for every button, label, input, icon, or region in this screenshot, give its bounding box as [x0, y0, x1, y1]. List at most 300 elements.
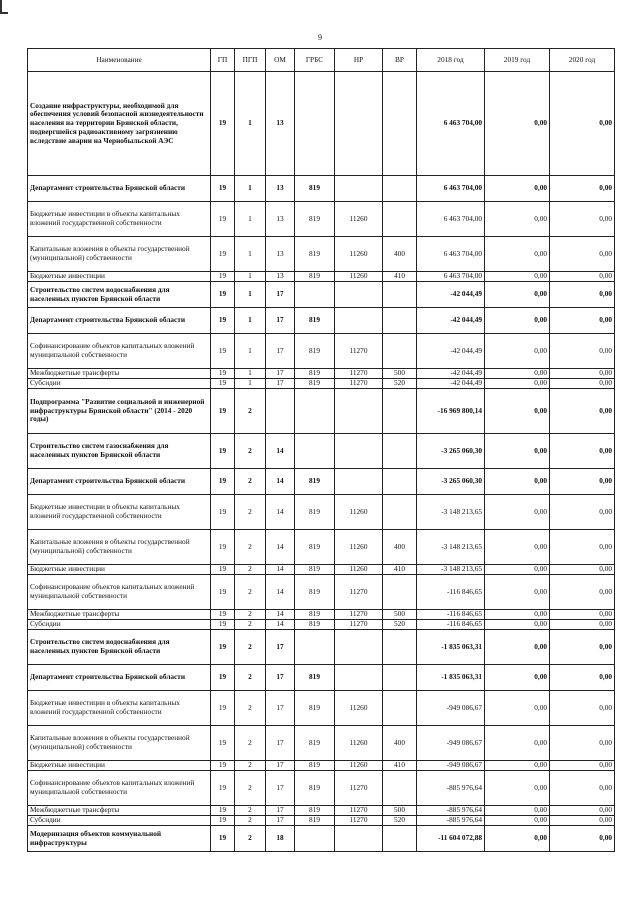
cell-name: Софинансирование объектов капитальных вложений муниципальной собственности: [28, 334, 211, 369]
cell-nr: 11260: [335, 530, 383, 565]
cell-om: 14: [266, 495, 295, 530]
cell-amount-2020: 0,00: [550, 771, 615, 806]
cell-gp: 19: [211, 806, 235, 816]
cell-vr: 400: [383, 237, 417, 272]
cell-gp: 19: [211, 691, 235, 726]
cell-amount-2019: 0,00: [485, 826, 550, 852]
cell-amount-2018: -3 265 060,30: [417, 434, 485, 469]
cell-om: 14: [266, 620, 295, 630]
cell-name: Софинансирование объектов капитальных вложений муниципальной собственности: [28, 771, 211, 806]
cell-pgp: 2: [235, 806, 266, 816]
cell-amount-2020: 0,00: [550, 495, 615, 530]
cell-pgp: 1: [235, 176, 266, 202]
cell-grbs: 819: [295, 495, 335, 530]
table-row: [28, 469, 615, 495]
cell-om: 14: [266, 530, 295, 565]
cell-nr: [335, 389, 383, 434]
cell-amount-2020: 0,00: [550, 620, 615, 630]
budget-table: [27, 48, 615, 852]
cell-pgp: 2: [235, 761, 266, 771]
cell-vr: 500: [383, 369, 417, 379]
table-row: [28, 72, 615, 176]
cell-nr: 11270: [335, 334, 383, 369]
header-grbs: ГРБС: [295, 49, 335, 72]
cell-pgp: 1: [235, 72, 266, 176]
cell-grbs: 819: [295, 272, 335, 282]
cell-vr: 520: [383, 620, 417, 630]
cell-amount-2018: -42 044,49: [417, 334, 485, 369]
cell-vr: [383, 469, 417, 495]
cell-vr: [383, 575, 417, 610]
cell-gp: 19: [211, 469, 235, 495]
cell-amount-2018: -885 976,64: [417, 771, 485, 806]
table-row: [28, 771, 615, 806]
table-row: [28, 282, 615, 308]
cell-amount-2018: 6 463 704,00: [417, 272, 485, 282]
cell-name: Межбюджетные трансферты: [28, 610, 211, 620]
cell-amount-2020: 0,00: [550, 369, 615, 379]
table-row: [28, 434, 615, 469]
cell-vr: [383, 691, 417, 726]
cell-amount-2020: 0,00: [550, 665, 615, 691]
table-row: [28, 334, 615, 369]
table-row: [28, 620, 615, 630]
cell-om: 17: [266, 726, 295, 761]
table-row: [28, 237, 615, 272]
cell-nr: 11260: [335, 495, 383, 530]
cell-amount-2019: 0,00: [485, 761, 550, 771]
cell-grbs: [295, 72, 335, 176]
cell-pgp: 2: [235, 826, 266, 852]
cell-gp: 19: [211, 72, 235, 176]
cell-om: 17: [266, 630, 295, 665]
cell-pgp: 1: [235, 282, 266, 308]
cell-vr: [383, 495, 417, 530]
cell-amount-2020: 0,00: [550, 389, 615, 434]
cell-pgp: 1: [235, 369, 266, 379]
cell-gp: 19: [211, 565, 235, 575]
cell-grbs: 819: [295, 806, 335, 816]
cell-vr: [383, 308, 417, 334]
cell-gp: 19: [211, 202, 235, 237]
cell-amount-2018: 6 463 704,00: [417, 202, 485, 237]
cell-pgp: 2: [235, 816, 266, 826]
table-row: [28, 308, 615, 334]
header-gp: ГП: [211, 49, 235, 72]
cell-amount-2018: -42 044,49: [417, 379, 485, 389]
cell-grbs: 819: [295, 691, 335, 726]
cell-amount-2020: 0,00: [550, 469, 615, 495]
cell-nr: 11260: [335, 272, 383, 282]
cell-amount-2020: 0,00: [550, 282, 615, 308]
cell-vr: 520: [383, 816, 417, 826]
cell-pgp: 2: [235, 495, 266, 530]
cell-amount-2020: 0,00: [550, 72, 615, 176]
cell-om: 13: [266, 202, 295, 237]
cell-gp: 19: [211, 334, 235, 369]
cell-amount-2020: 0,00: [550, 726, 615, 761]
cell-amount-2019: 0,00: [485, 334, 550, 369]
cell-gp: 19: [211, 176, 235, 202]
cell-amount-2018: -3 148 213,65: [417, 565, 485, 575]
cell-vr: [383, 826, 417, 852]
cell-amount-2018: -3 148 213,65: [417, 495, 485, 530]
cell-name: Капитальные вложения в объекты государственной (муниципальной) собственности: [28, 530, 211, 565]
cell-grbs: 819: [295, 610, 335, 620]
cell-amount-2019: 0,00: [485, 389, 550, 434]
cell-name: Департамент строительства Брянской области: [28, 665, 211, 691]
cell-amount-2019: 0,00: [485, 176, 550, 202]
cell-gp: 19: [211, 379, 235, 389]
cell-nr: 11270: [335, 610, 383, 620]
cell-name: Субсидии: [28, 379, 211, 389]
cell-grbs: 819: [295, 816, 335, 826]
cell-nr: [335, 630, 383, 665]
cell-grbs: 819: [295, 565, 335, 575]
cell-amount-2018: -16 969 800,14: [417, 389, 485, 434]
cell-gp: 19: [211, 237, 235, 272]
cell-om: 13: [266, 237, 295, 272]
table-row: [28, 665, 615, 691]
cell-name: Бюджетные инвестиции: [28, 761, 211, 771]
cell-grbs: 819: [295, 575, 335, 610]
cell-om: 14: [266, 575, 295, 610]
cell-om: 17: [266, 308, 295, 334]
cell-gp: 19: [211, 282, 235, 308]
cell-amount-2019: 0,00: [485, 272, 550, 282]
cell-vr: 410: [383, 565, 417, 575]
cell-pgp: 2: [235, 665, 266, 691]
cell-pgp: 1: [235, 272, 266, 282]
cell-amount-2019: 0,00: [485, 806, 550, 816]
table-row: [28, 691, 615, 726]
cell-nr: 11260: [335, 202, 383, 237]
cell-amount-2020: 0,00: [550, 434, 615, 469]
cell-grbs: [295, 630, 335, 665]
table-row: [28, 761, 615, 771]
cell-nr: 11270: [335, 816, 383, 826]
cell-nr: 11270: [335, 575, 383, 610]
cell-grbs: [295, 826, 335, 852]
cell-pgp: 2: [235, 575, 266, 610]
cell-gp: 19: [211, 610, 235, 620]
cell-amount-2019: 0,00: [485, 495, 550, 530]
cell-nr: 11260: [335, 565, 383, 575]
cell-om: 14: [266, 610, 295, 620]
cell-name: Бюджетные инвестиции: [28, 272, 211, 282]
cell-amount-2019: 0,00: [485, 530, 550, 565]
cell-amount-2019: 0,00: [485, 202, 550, 237]
cell-amount-2019: 0,00: [485, 379, 550, 389]
cell-amount-2020: 0,00: [550, 565, 615, 575]
cell-name: Межбюджетные трансферты: [28, 369, 211, 379]
cell-om: 17: [266, 806, 295, 816]
cell-pgp: 1: [235, 237, 266, 272]
cell-amount-2020: 0,00: [550, 610, 615, 620]
cell-grbs: 819: [295, 379, 335, 389]
cell-nr: 11270: [335, 620, 383, 630]
cell-amount-2020: 0,00: [550, 334, 615, 369]
cell-name: Департамент строительства Брянской области: [28, 469, 211, 495]
table-body: [28, 72, 615, 852]
cell-vr: 500: [383, 610, 417, 620]
cell-gp: 19: [211, 308, 235, 334]
cell-pgp: 1: [235, 308, 266, 334]
cell-vr: 520: [383, 379, 417, 389]
cell-amount-2018: -885 976,64: [417, 816, 485, 826]
cell-nr: 11270: [335, 369, 383, 379]
cell-om: 17: [266, 761, 295, 771]
cell-pgp: 2: [235, 610, 266, 620]
cell-name: Строительство систем газоснабжения для населенных пунктов Брянской области: [28, 434, 211, 469]
cell-amount-2018: -116 846,65: [417, 575, 485, 610]
cell-vr: 410: [383, 761, 417, 771]
cell-nr: 11260: [335, 761, 383, 771]
cell-amount-2019: 0,00: [485, 369, 550, 379]
cell-grbs: 819: [295, 176, 335, 202]
cell-om: 17: [266, 691, 295, 726]
header-pgp: ПГП: [235, 49, 266, 72]
cell-gp: 19: [211, 630, 235, 665]
cell-amount-2019: 0,00: [485, 565, 550, 575]
cell-om: 13: [266, 72, 295, 176]
cell-amount-2020: 0,00: [550, 630, 615, 665]
cell-gp: 19: [211, 530, 235, 565]
cell-grbs: 819: [295, 620, 335, 630]
cell-vr: 500: [383, 806, 417, 816]
cell-nr: 11260: [335, 726, 383, 761]
cell-vr: 400: [383, 726, 417, 761]
cell-gp: 19: [211, 826, 235, 852]
cell-grbs: [295, 282, 335, 308]
cell-pgp: 1: [235, 334, 266, 369]
cell-gp: 19: [211, 369, 235, 379]
cell-amount-2018: -3 148 213,65: [417, 530, 485, 565]
cell-name: Департамент строительства Брянской области: [28, 308, 211, 334]
cell-om: 17: [266, 282, 295, 308]
cell-name: Департамент строительства Брянской области: [28, 176, 211, 202]
cell-om: 17: [266, 369, 295, 379]
cell-om: 17: [266, 816, 295, 826]
cell-nr: [335, 72, 383, 176]
cell-om: [266, 389, 295, 434]
cell-grbs: 819: [295, 530, 335, 565]
cell-pgp: 2: [235, 530, 266, 565]
cell-amount-2019: 0,00: [485, 237, 550, 272]
cell-amount-2020: 0,00: [550, 237, 615, 272]
table-row: [28, 610, 615, 620]
cell-vr: [383, 434, 417, 469]
header-om: ОМ: [266, 49, 295, 72]
cell-nr: [335, 469, 383, 495]
cell-grbs: [295, 434, 335, 469]
cell-name: Модернизация объектов коммунальной инфраструктуры: [28, 826, 211, 852]
cell-pgp: 2: [235, 434, 266, 469]
table-row: [28, 826, 615, 852]
cell-pgp: 1: [235, 202, 266, 237]
header-vr: ВР: [383, 49, 417, 72]
cell-amount-2019: 0,00: [485, 434, 550, 469]
table-row: [28, 379, 615, 389]
cell-amount-2019: 0,00: [485, 308, 550, 334]
cell-amount-2020: 0,00: [550, 816, 615, 826]
cell-nr: 11270: [335, 806, 383, 816]
cell-name: Создание инфраструктуры, необходимой для обеспечения условий безопасной жизнедеятельности населения на территории Брянской области, подвергшейся радиоактивному загрязнению вследствие аварии на Чернобыльской АЭС: [28, 72, 211, 176]
header-name: Наименование: [28, 49, 211, 72]
cell-grbs: 819: [295, 237, 335, 272]
cell-name: Строительство систем водоснабжения для населенных пунктов Брянской области: [28, 282, 211, 308]
cell-amount-2018: -885 976,64: [417, 806, 485, 816]
cell-vr: [383, 389, 417, 434]
cell-name: Софинансирование объектов капитальных вложений муниципальной собственности: [28, 575, 211, 610]
cell-amount-2020: 0,00: [550, 761, 615, 771]
cell-nr: 11270: [335, 771, 383, 806]
cell-gp: 19: [211, 272, 235, 282]
cell-amount-2019: 0,00: [485, 575, 550, 610]
cell-name: Бюджетные инвестиции в объекты капитальных вложений государственной собственности: [28, 495, 211, 530]
cell-amount-2018: -1 835 063,31: [417, 630, 485, 665]
cell-pgp: 2: [235, 630, 266, 665]
cell-om: 17: [266, 334, 295, 369]
cell-vr: [383, 72, 417, 176]
cell-amount-2018: 6 463 704,00: [417, 176, 485, 202]
cell-nr: [335, 176, 383, 202]
cell-pgp: 2: [235, 691, 266, 726]
cell-amount-2019: 0,00: [485, 72, 550, 176]
cell-amount-2019: 0,00: [485, 469, 550, 495]
cell-om: 13: [266, 176, 295, 202]
cell-name: Субсидии: [28, 816, 211, 826]
cell-amount-2019: 0,00: [485, 726, 550, 761]
cell-vr: [383, 771, 417, 806]
cell-grbs: 819: [295, 308, 335, 334]
cell-amount-2018: 6 463 704,00: [417, 72, 485, 176]
cell-amount-2020: 0,00: [550, 176, 615, 202]
cell-amount-2018: -116 846,65: [417, 610, 485, 620]
cell-grbs: 819: [295, 469, 335, 495]
header-year-2020: 2020 год: [550, 49, 615, 72]
cell-vr: [383, 282, 417, 308]
cell-om: 14: [266, 434, 295, 469]
table-header-row: [28, 49, 615, 72]
cell-om: 17: [266, 379, 295, 389]
cell-amount-2018: -42 044,49: [417, 282, 485, 308]
cell-grbs: [295, 389, 335, 434]
cell-name: Строительство систем водоснабжения для населенных пунктов Брянской области: [28, 630, 211, 665]
cell-gp: 19: [211, 771, 235, 806]
table-row: [28, 176, 615, 202]
cell-nr: [335, 308, 383, 334]
cell-amount-2018: -949 086,67: [417, 761, 485, 771]
cell-amount-2020: 0,00: [550, 826, 615, 852]
table-row: [28, 630, 615, 665]
cell-amount-2020: 0,00: [550, 691, 615, 726]
cell-amount-2019: 0,00: [485, 816, 550, 826]
cell-vr: [383, 176, 417, 202]
table-row: [28, 272, 615, 282]
cell-name: Капитальные вложения в объекты государственной (муниципальной) собственности: [28, 726, 211, 761]
cell-vr: [383, 665, 417, 691]
cell-amount-2018: -1 835 063,31: [417, 665, 485, 691]
cell-vr: [383, 202, 417, 237]
table-row: [28, 389, 615, 434]
cell-om: 18: [266, 826, 295, 852]
cell-gp: 19: [211, 620, 235, 630]
cell-amount-2020: 0,00: [550, 379, 615, 389]
cell-amount-2018: -42 044,49: [417, 369, 485, 379]
cell-pgp: 2: [235, 620, 266, 630]
cell-amount-2018: -949 086,67: [417, 726, 485, 761]
cell-gp: 19: [211, 816, 235, 826]
cell-grbs: 819: [295, 369, 335, 379]
cell-amount-2020: 0,00: [550, 272, 615, 282]
cell-amount-2019: 0,00: [485, 630, 550, 665]
cell-name: Капитальные вложения в объекты государственной (муниципальной) собственности: [28, 237, 211, 272]
cell-grbs: 819: [295, 334, 335, 369]
cell-grbs: 819: [295, 771, 335, 806]
page-corner-mark: [0, 0, 8, 14]
cell-nr: [335, 282, 383, 308]
cell-amount-2019: 0,00: [485, 620, 550, 630]
cell-amount-2020: 0,00: [550, 575, 615, 610]
cell-amount-2020: 0,00: [550, 806, 615, 816]
cell-om: 13: [266, 272, 295, 282]
cell-pgp: 2: [235, 771, 266, 806]
cell-pgp: 2: [235, 726, 266, 761]
cell-nr: 11270: [335, 379, 383, 389]
cell-amount-2019: 0,00: [485, 665, 550, 691]
cell-amount-2020: 0,00: [550, 308, 615, 334]
table-row: [28, 816, 615, 826]
table-row: [28, 806, 615, 816]
cell-grbs: 819: [295, 202, 335, 237]
cell-nr: [335, 826, 383, 852]
table-row: [28, 369, 615, 379]
cell-grbs: 819: [295, 665, 335, 691]
cell-amount-2019: 0,00: [485, 691, 550, 726]
cell-vr: 400: [383, 530, 417, 565]
cell-vr: 410: [383, 272, 417, 282]
table-row: [28, 530, 615, 565]
cell-name: Субсидии: [28, 620, 211, 630]
cell-name: Подпрограмма "Развитие социальной и инженерной инфраструктуры Брянской области" (2014 - 2020 годы): [28, 389, 211, 434]
table-row: [28, 495, 615, 530]
cell-amount-2018: 6 463 704,00: [417, 237, 485, 272]
cell-amount-2018: -949 086,67: [417, 691, 485, 726]
cell-amount-2019: 0,00: [485, 610, 550, 620]
cell-amount-2018: -116 846,65: [417, 620, 485, 630]
cell-vr: [383, 334, 417, 369]
cell-amount-2020: 0,00: [550, 530, 615, 565]
cell-vr: [383, 630, 417, 665]
cell-gp: 19: [211, 761, 235, 771]
cell-grbs: 819: [295, 761, 335, 771]
cell-nr: 11260: [335, 691, 383, 726]
cell-amount-2018: -3 265 060,30: [417, 469, 485, 495]
header-nr: НР: [335, 49, 383, 72]
cell-name: Бюджетные инвестиции: [28, 565, 211, 575]
table-row: [28, 726, 615, 761]
cell-om: 17: [266, 665, 295, 691]
header-year-2018: 2018 год: [417, 49, 485, 72]
cell-gp: 19: [211, 434, 235, 469]
cell-amount-2020: 0,00: [550, 202, 615, 237]
cell-amount-2019: 0,00: [485, 771, 550, 806]
cell-amount-2018: -42 044,49: [417, 308, 485, 334]
cell-gp: 19: [211, 389, 235, 434]
cell-om: 14: [266, 565, 295, 575]
cell-amount-2019: 0,00: [485, 282, 550, 308]
